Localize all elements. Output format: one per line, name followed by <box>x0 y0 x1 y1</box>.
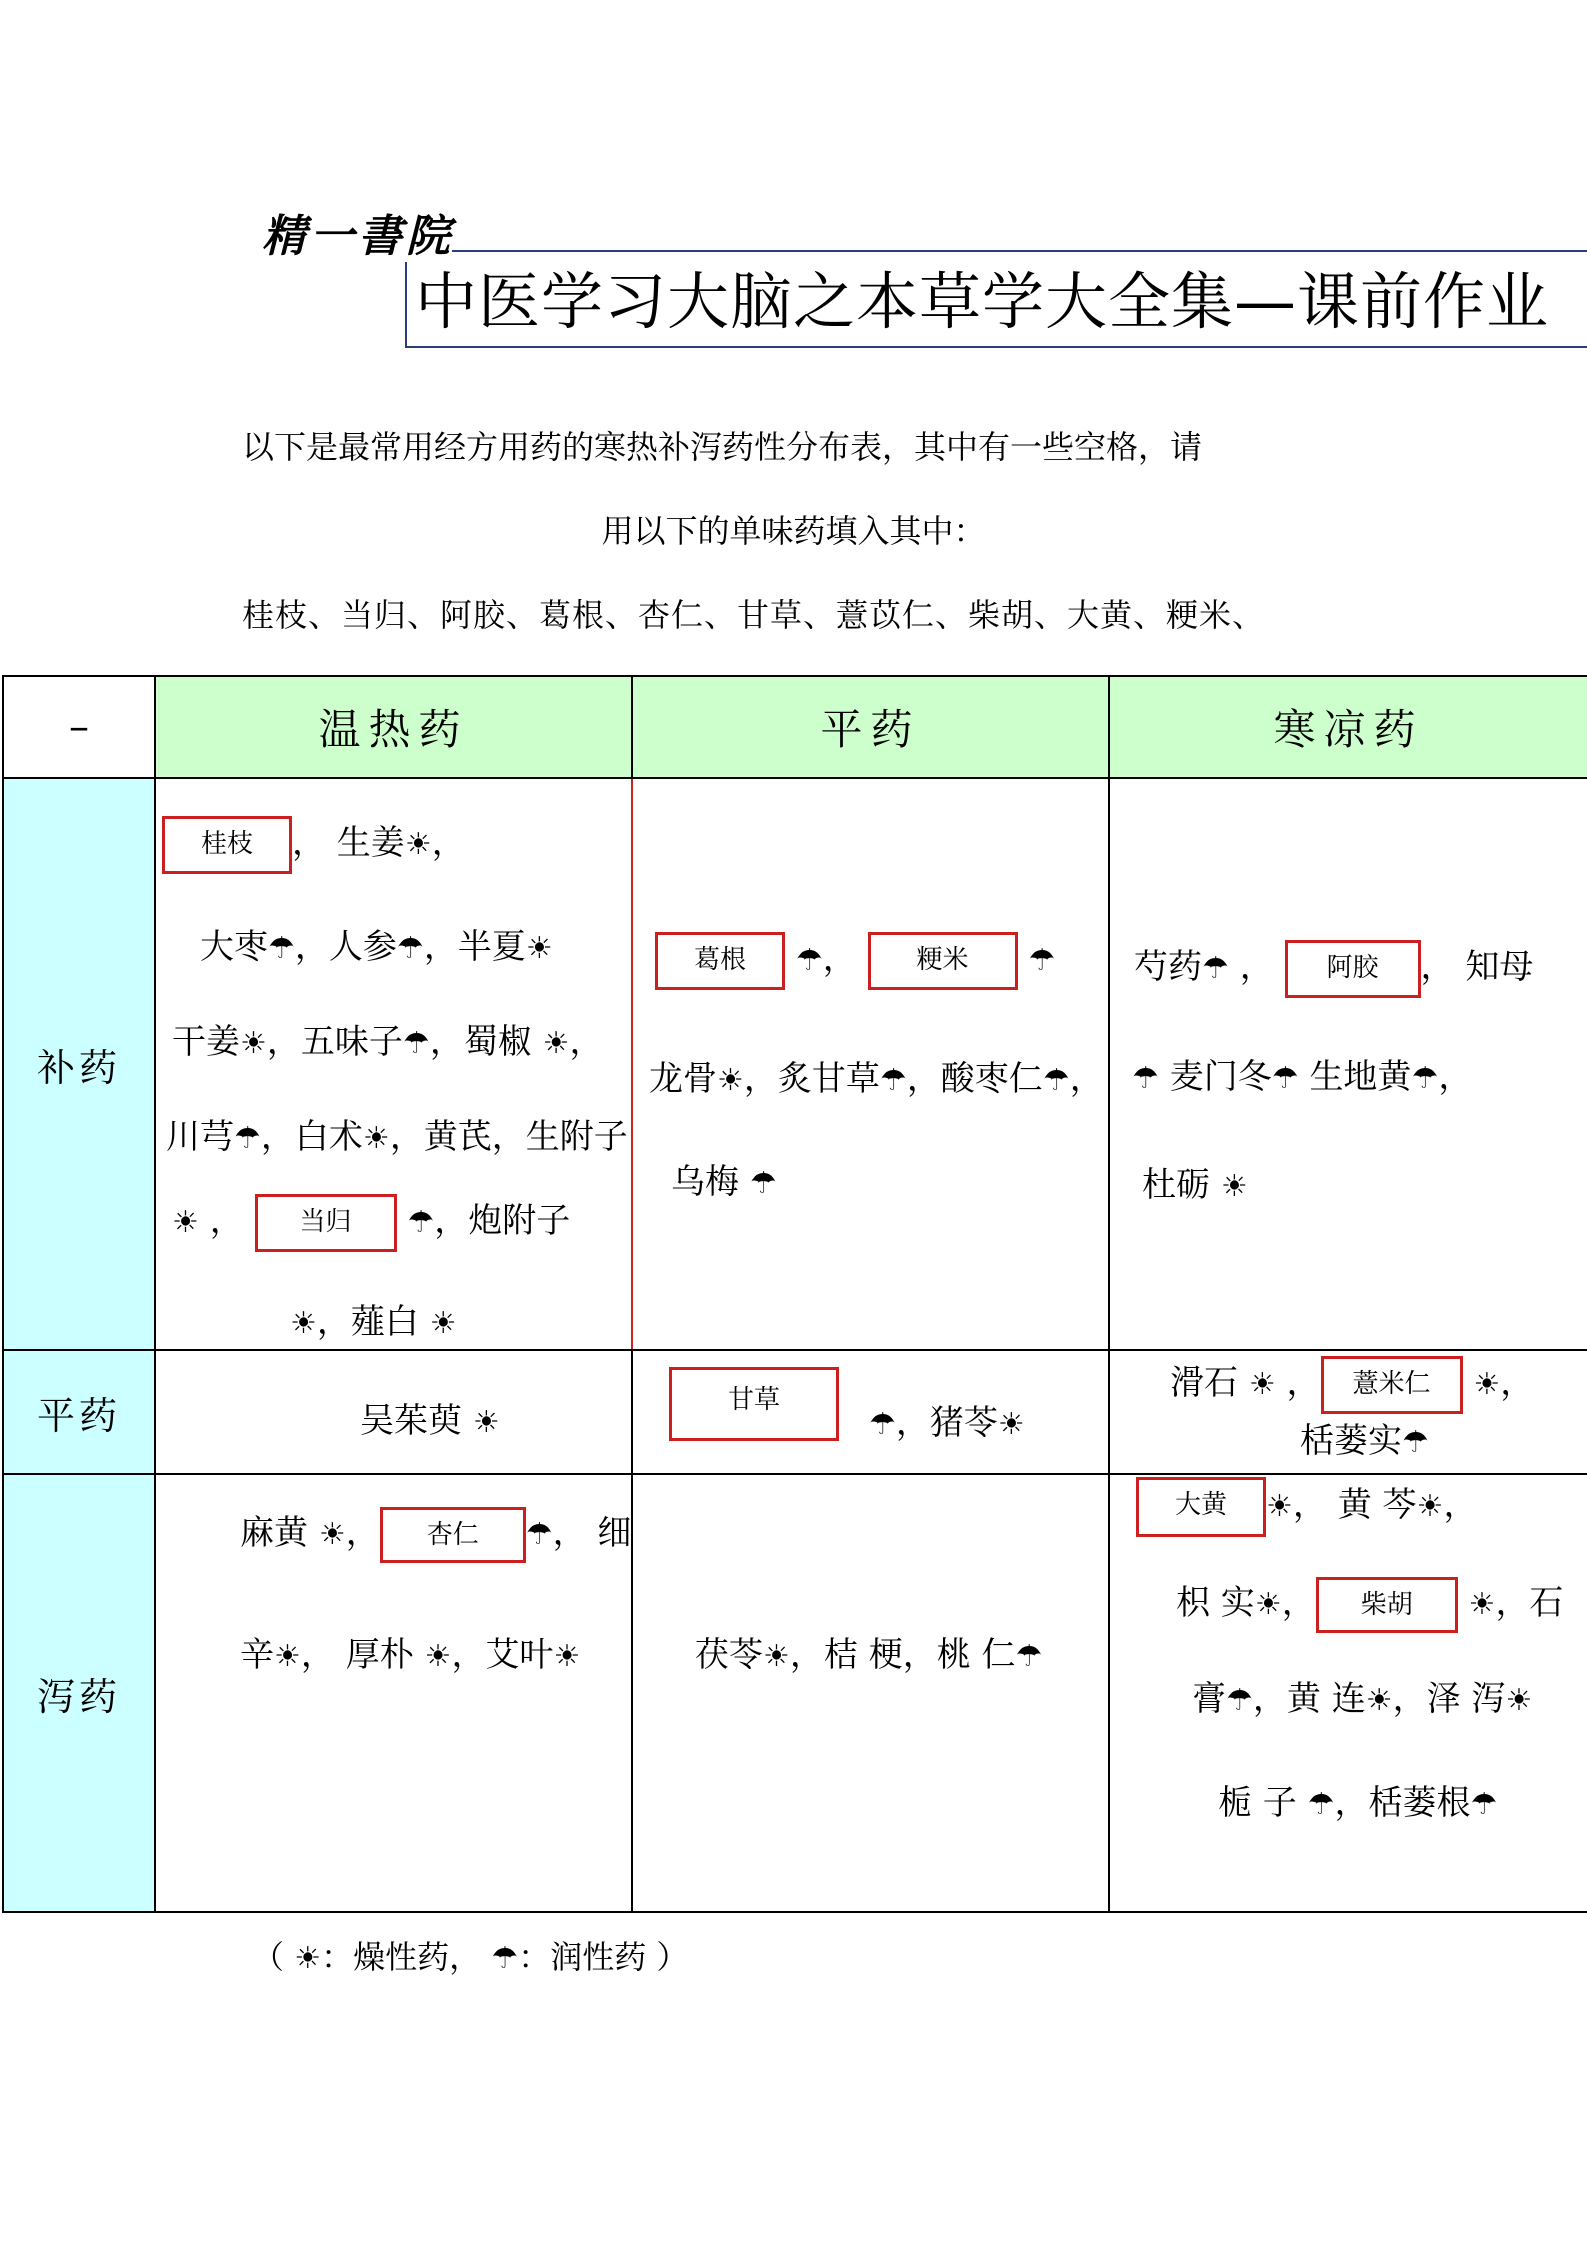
text: ，石 <box>1495 1583 1564 1623</box>
sun-icon: ☀ <box>274 1639 301 1674</box>
umbrella-icon: ☂ <box>1226 1683 1253 1718</box>
answer-box-guizhi[interactable]: 桂枝 <box>162 816 292 874</box>
text: ，栝蒌根 <box>1334 1783 1471 1823</box>
cell-ping-han <box>1109 1350 1587 1474</box>
text: ，人参 <box>294 927 397 967</box>
page-title: 中医学习大脑之本草学大全集—课前作业 <box>415 265 1550 338</box>
legend <box>252 1932 688 1978</box>
sun-icon: ☀ <box>1365 1683 1393 1718</box>
text: ， <box>822 939 857 979</box>
text: 杜砺 <box>1142 1165 1210 1205</box>
sun-icon: ☀ <box>1220 1169 1248 1204</box>
sun-icon: ☀ <box>429 1306 457 1341</box>
umbrella-icon: ☂ <box>234 1121 261 1156</box>
umbrella-icon: ☂ <box>1132 1061 1159 1096</box>
sun-icon: ☀ <box>1248 1367 1276 1402</box>
cell-bu-ping <box>632 778 1109 1350</box>
text: ，五味子 <box>266 1022 403 1062</box>
text: ， <box>209 1201 244 1241</box>
umbrella-icon: ☂ <box>1271 1061 1299 1096</box>
text: ， 知母 <box>1420 947 1534 987</box>
legend-dry-label: ：燥性药， <box>321 1938 482 1976</box>
umbrella-icon: ☂ <box>749 1166 777 1201</box>
sun-icon: ☀ <box>997 1407 1025 1442</box>
text: ，猪苓 <box>895 1403 998 1443</box>
legend-moist-label: ：润性药 <box>518 1938 647 1976</box>
text: ， <box>1286 1363 1321 1403</box>
text: 龙骨 <box>649 1059 717 1099</box>
text: ， <box>1281 1583 1316 1623</box>
corner-cell: – <box>3 676 155 778</box>
cell-xie-wen <box>155 1474 632 1912</box>
answer-box-yimiren[interactable]: 薏米仁 <box>1321 1356 1463 1414</box>
sun-icon: ☀ <box>1266 1489 1293 1524</box>
text: ， 生姜 <box>292 823 405 863</box>
text: 栀 子 <box>1218 1783 1297 1823</box>
sun-icon: ☀ <box>404 827 432 862</box>
text: ， <box>1443 1485 1478 1525</box>
umbrella-icon: ☂ <box>1028 943 1056 978</box>
sun-icon: ☀ <box>1254 1587 1282 1622</box>
sun-icon: ☀ <box>424 1639 452 1674</box>
herb-table <box>2 675 1587 1913</box>
text: 乌梅 <box>671 1162 739 1202</box>
umbrella-icon: ☂ <box>1015 1639 1043 1674</box>
text: ，黄芪，生附子 <box>389 1117 628 1157</box>
text: 膏 <box>1192 1679 1226 1719</box>
cell-ping-wen <box>155 1350 632 1474</box>
sun-icon: ☀ <box>362 1121 390 1156</box>
cell-ping-ping <box>632 1350 1109 1474</box>
intro-line-3: 桂枝、当归、阿胶、葛根、杏仁、甘草、薏苡仁、柴胡、大黄、粳米、 <box>242 596 1266 634</box>
umbrella-icon: ☂ <box>869 1407 896 1442</box>
text: 干姜 <box>172 1022 240 1062</box>
text: 栝蒌实 <box>1300 1421 1402 1461</box>
sun-icon: ☀ <box>1416 1489 1444 1524</box>
text: ， 厚朴 <box>300 1635 414 1675</box>
sun-icon: ☀ <box>294 1941 322 1976</box>
text: ， <box>1438 1057 1473 1097</box>
umbrella-icon: ☂ <box>1411 1061 1439 1096</box>
text: 生地黄 <box>1309 1057 1412 1097</box>
sun-icon: ☀ <box>290 1306 317 1341</box>
text: 茯苓 <box>695 1635 763 1675</box>
row-header-pingyao: 平药 <box>3 1350 155 1474</box>
umbrella-icon: ☂ <box>1042 1063 1070 1098</box>
sun-icon: ☀ <box>472 1405 500 1440</box>
text: ， <box>569 1022 604 1062</box>
umbrella-icon: ☂ <box>1470 1787 1498 1822</box>
text: ， <box>345 1513 380 1553</box>
text: ， <box>431 823 466 863</box>
sun-icon: ☀ <box>1473 1367 1501 1402</box>
text: 大枣 <box>200 927 268 967</box>
text: 辛 <box>240 1635 274 1675</box>
answer-box-xingren[interactable]: 杏仁 <box>380 1507 526 1563</box>
answer-box-chaihu[interactable]: 柴胡 <box>1316 1577 1458 1633</box>
umbrella-icon: ☂ <box>491 1941 519 1976</box>
text: 枳 实 <box>1176 1583 1255 1623</box>
text: 麻黄 <box>240 1513 308 1553</box>
sun-icon: ☀ <box>1505 1683 1533 1718</box>
umbrella-icon: ☂ <box>407 1205 435 1240</box>
umbrella-icon: ☂ <box>1402 1425 1429 1460</box>
logo: 精一書院 <box>262 211 454 262</box>
col-header-ping: 平药 <box>632 676 1109 778</box>
text: ， <box>1239 947 1274 987</box>
sun-icon: ☀ <box>318 1517 346 1552</box>
umbrella-icon: ☂ <box>879 1063 907 1098</box>
col-header-hanliang: 寒凉药 <box>1109 676 1587 778</box>
sun-icon: ☀ <box>542 1026 570 1061</box>
text: ，白术 <box>260 1117 363 1157</box>
sun-icon: ☀ <box>717 1063 744 1098</box>
umbrella-icon: ☂ <box>396 931 424 966</box>
umbrella-icon: ☂ <box>1307 1787 1335 1822</box>
text: ， <box>1069 1059 1104 1099</box>
sun-icon: ☀ <box>763 1639 790 1674</box>
text: ，炮附子 <box>434 1201 571 1241</box>
umbrella-icon: ☂ <box>795 943 823 978</box>
intro-line-2: 用以下的单味药填入其中： <box>601 512 986 550</box>
text: ，蜀椒 <box>429 1022 532 1062</box>
text: ，桔 梗，桃 仁 <box>789 1635 1016 1675</box>
text: ，艾叶 <box>451 1635 554 1675</box>
cell-bu-wen <box>155 778 632 1350</box>
cell-xie-han <box>1109 1474 1587 1912</box>
text: ， 细 <box>552 1513 632 1553</box>
text: ，黄 连 <box>1252 1679 1366 1719</box>
sun-icon: ☀ <box>525 931 553 966</box>
cell-xie-ping <box>632 1474 1109 1912</box>
text: ，薤白 <box>316 1302 419 1342</box>
umbrella-icon: ☂ <box>402 1026 430 1061</box>
sun-icon: ☀ <box>172 1205 199 1240</box>
answer-box-gancao[interactable]: 甘草 <box>669 1367 839 1441</box>
row-header-buyao: 补药 <box>3 778 155 1350</box>
text: ，炙甘草 <box>743 1059 880 1099</box>
text: 芍药 <box>1134 947 1202 987</box>
intro-line-1: 以下是最常用经方用药的寒热补泻药性分布表，其中有一些空格，请 <box>242 428 1203 466</box>
text: 滑石 <box>1170 1363 1238 1403</box>
col-header-wenre: 温热药 <box>155 676 632 778</box>
text: 川芎 <box>166 1117 234 1157</box>
text: ，酸枣仁 <box>906 1059 1043 1099</box>
legend-open: （ <box>252 1938 285 1976</box>
sun-icon: ☀ <box>240 1026 267 1061</box>
answer-box-jingmi[interactable]: 粳米 <box>868 932 1018 990</box>
legend-close: ） <box>656 1938 689 1976</box>
text: ，半夏 <box>423 927 526 967</box>
answer-box-ejiao[interactable]: 阿胶 <box>1285 940 1421 998</box>
text: ， <box>1500 1363 1535 1403</box>
umbrella-icon: ☂ <box>525 1517 553 1552</box>
logo-underline <box>452 250 1587 252</box>
row-header-xieyao: 泻药 <box>3 1474 155 1912</box>
sun-icon: ☀ <box>1468 1587 1496 1622</box>
umbrella-icon: ☂ <box>1202 951 1229 986</box>
text: 麦门冬 <box>1169 1057 1272 1097</box>
cell-bu-han <box>1109 778 1587 1350</box>
text: ， 黄 芩 <box>1292 1485 1417 1525</box>
answer-box-dahuang[interactable]: 大黄 <box>1136 1477 1266 1537</box>
umbrella-icon: ☂ <box>268 931 295 966</box>
text: ，泽 泻 <box>1392 1679 1506 1719</box>
answer-box-gegen[interactable]: 葛根 <box>655 932 785 990</box>
answer-box-danggui[interactable]: 当归 <box>255 1194 397 1252</box>
text: 吴茱萸 <box>360 1401 462 1441</box>
sun-icon: ☀ <box>553 1639 581 1674</box>
